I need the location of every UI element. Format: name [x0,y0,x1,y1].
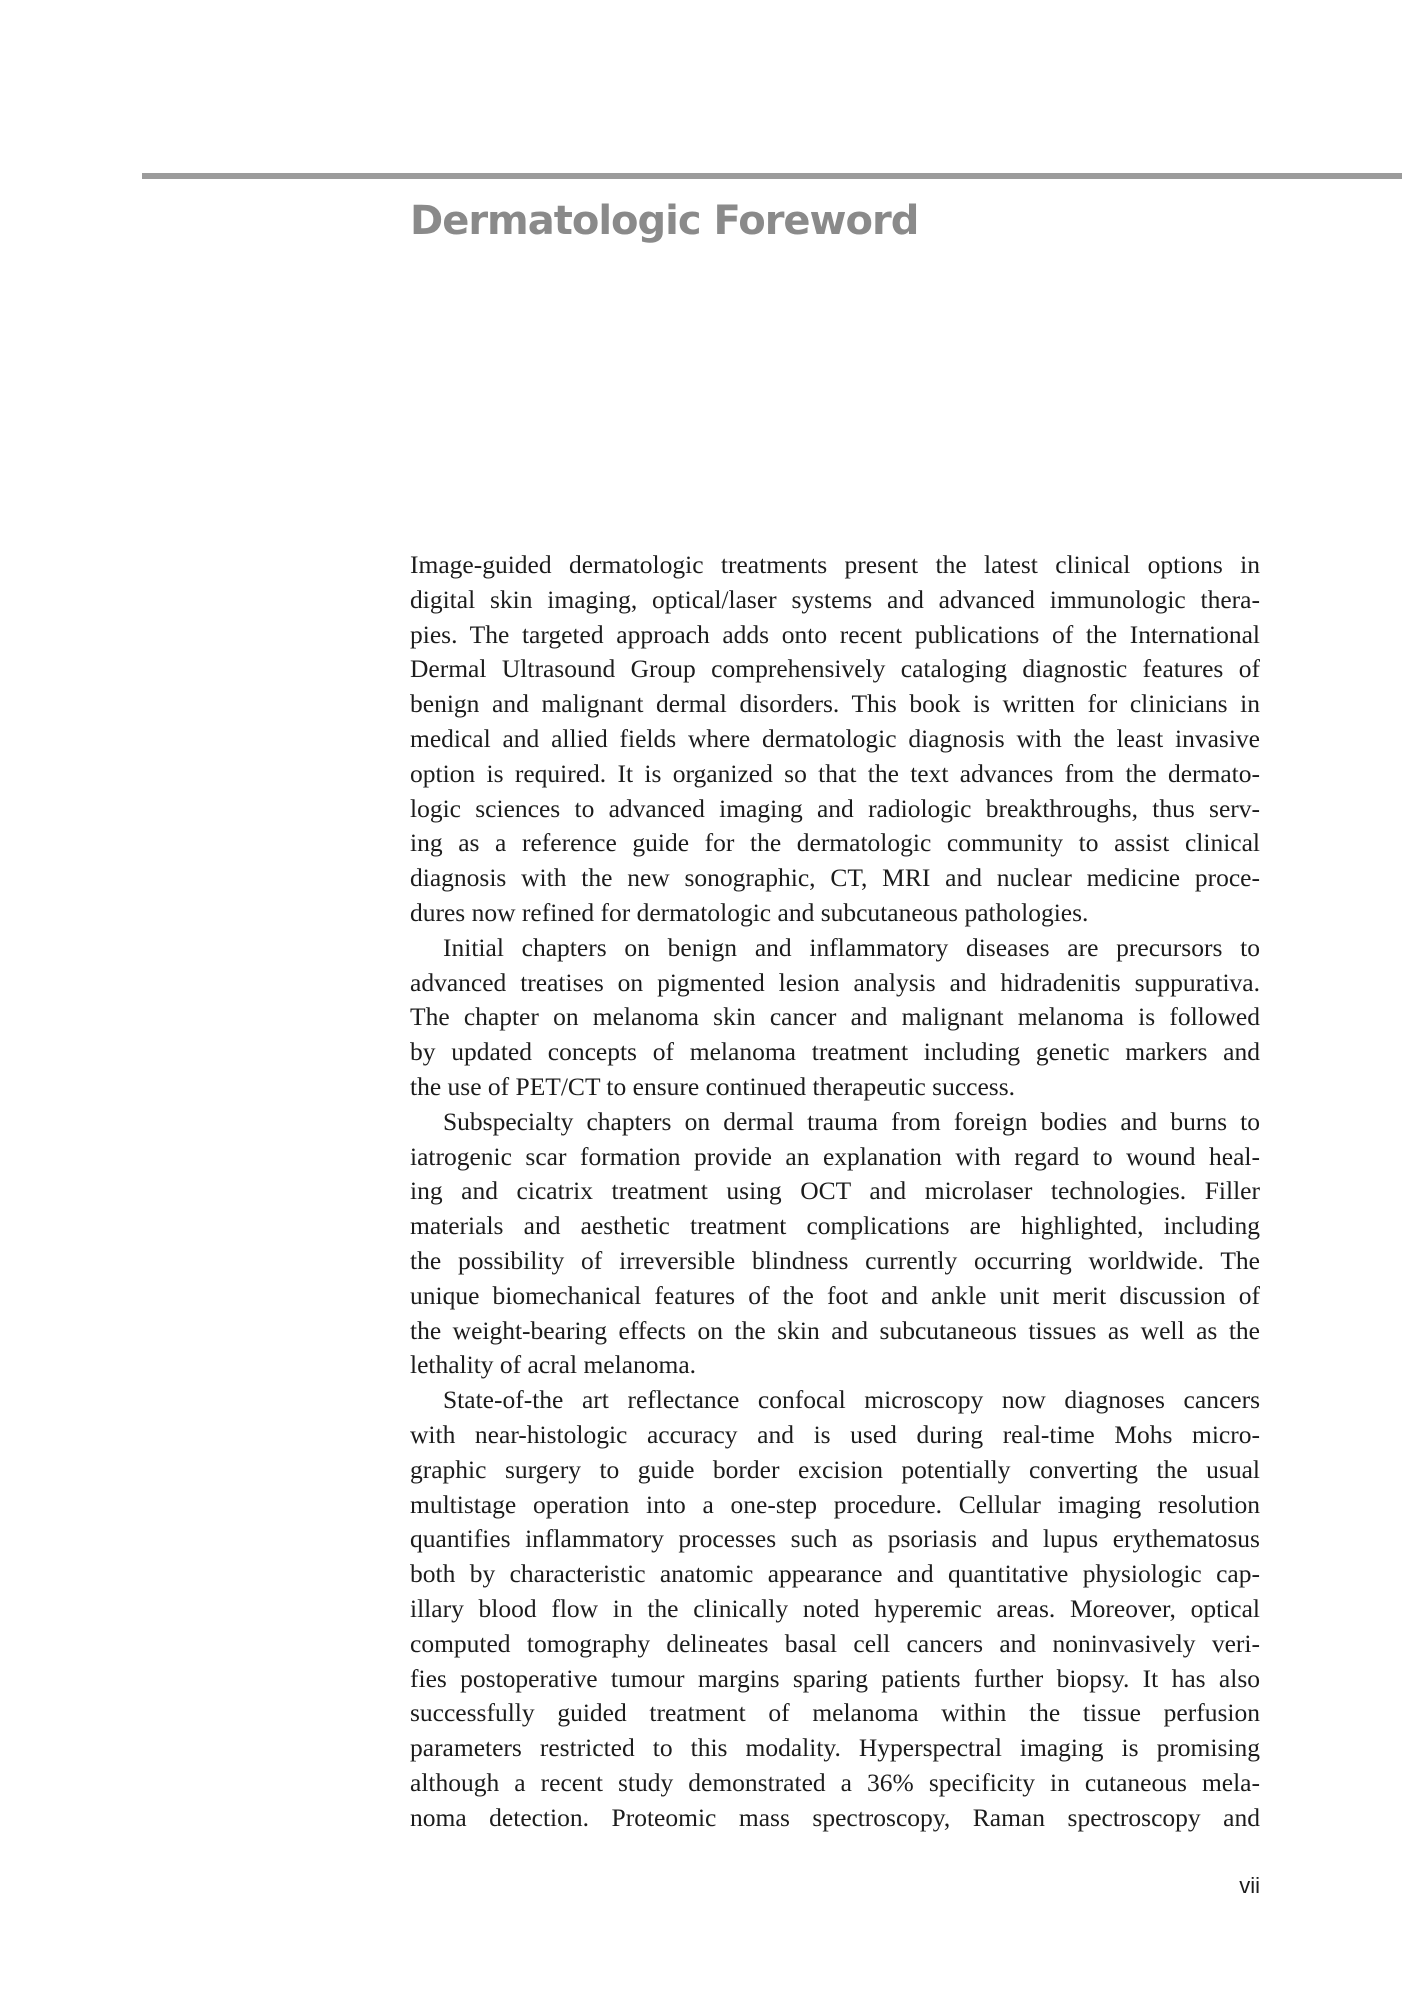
text-line: the possibility of irreversible blindness currently occurring worldwide. The [410,1245,1260,1275]
text-line: diagnosis with the new sonographic, CT, MRI and nuclear medicine proce- [410,863,1260,893]
text-line: The chapter on melanoma skin cancer and malignant melanoma is followed [410,1002,1260,1032]
page-number: vii [1239,1873,1260,1898]
text-line: lethality of acral melanoma. [410,1350,697,1380]
text-line: Subspecialty chapters on dermal trauma from foreign bodies and burns to [443,1106,1260,1136]
text-line: medical and allied fields where dermatologic diagnosis with the least invasive [410,723,1260,753]
text-line: materials and aesthetic treatment complications are highlighted, including [410,1211,1260,1241]
text-line: ing and cicatrix treatment using OCT and microlaser technologies. Filler [410,1176,1260,1206]
paragraph [410,548,1260,931]
foreword-body [410,548,1260,1835]
page-title: Dermatologic Foreword [410,198,919,244]
text-line: computed tomography delineates basal cell cancers and noninvasively veri- [410,1628,1260,1658]
text-line: parameters restricted to this modality. Hyperspectral imaging is promising [410,1733,1260,1763]
text-line: although a recent study demonstrated a 36% specificity in cutaneous mela- [410,1767,1260,1797]
text-line: noma detection. Proteomic mass spectroscopy, Raman spectroscopy and [410,1802,1260,1832]
top-rule [142,173,1402,179]
text-line: quantifies inflammatory processes such as psoriasis and lupus erythematosus [410,1524,1260,1554]
text-line: logic sciences to advanced imaging and radiologic breakthroughs, thus serv- [410,793,1260,823]
text-line: advanced treatises on pigmented lesion analysis and hidradenitis suppurativa. [410,967,1260,997]
text-line: the use of PET/CT to ensure continued therapeutic success. [410,1071,1015,1101]
text-line: option is required. It is organized so that the text advances from the dermato- [410,758,1260,788]
text-line: fies postoperative tumour margins sparing patients further biopsy. It has also [410,1663,1260,1693]
text-line: pies. The targeted approach adds onto recent publications of the International [410,619,1260,649]
text-line: graphic surgery to guide border excision potentially converting the usual [410,1454,1260,1484]
text-line: iatrogenic scar formation provide an explanation with regard to wound heal- [410,1141,1260,1171]
text-line: Image-guided dermatologic treatments present the latest clinical options in [410,550,1260,579]
text-line: ing as a reference guide for the dermatologic community to assist clinical [410,828,1260,858]
text-line: Initial chapters on benign and inflammatory diseases are precursors to [443,932,1260,962]
text-line: unique biomechanical features of the foot and ankle unit merit discussion of [410,1280,1260,1310]
text-line: multistage operation into a one-step procedure. Cellular imaging resolution [410,1489,1260,1519]
text-line: digital skin imaging, optical/laser systems and advanced immunologic thera- [410,584,1260,614]
text-line: illary blood flow in the clinically noted hyperemic areas. Moreover, optical [410,1593,1260,1623]
text-line: dures now refined for dermatologic and subcutaneous pathologies. [410,897,1089,927]
text-line: both by characteristic anatomic appearance and quantitative physiologic cap- [410,1559,1260,1589]
paragraph [410,1105,1260,1383]
text-line: by updated concepts of melanoma treatment including genetic markers and [410,1037,1260,1067]
paragraph [410,1383,1260,1835]
text-line: State-of-the art reflectance confocal microscopy now diagnoses cancers [443,1385,1260,1415]
text-line: with near-histologic accuracy and is used during real-time Mohs micro- [410,1419,1260,1449]
text-line: the weight-bearing effects on the skin and subcutaneous tissues as well as the [410,1315,1260,1345]
text-line: Dermal Ultrasound Group comprehensively cataloging diagnostic features of [410,654,1260,684]
paragraph [410,931,1260,1105]
text-line: successfully guided treatment of melanoma within the tissue perfusion [410,1698,1260,1728]
text-line: benign and malignant dermal disorders. This book is written for clinicians in [410,689,1260,719]
